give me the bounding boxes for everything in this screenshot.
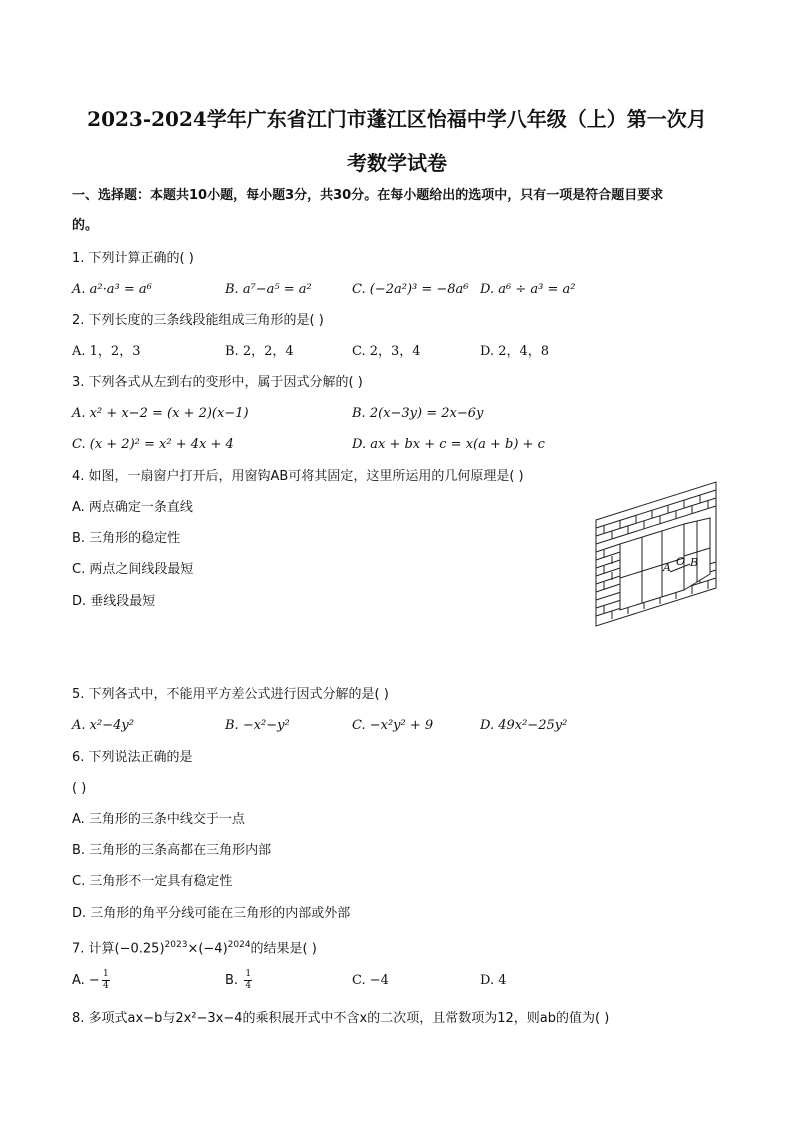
question-7-stem-mid: ×(−4) <box>187 941 228 957</box>
question-7-option-a-prefix: A. − <box>72 973 100 988</box>
question-3-option-b: B. 2(x−3y) = 2x−6y <box>352 406 484 421</box>
question-5-option-c: C. −x²y² + 9 <box>352 718 434 733</box>
question-7-option-a <box>72 970 110 991</box>
question-4-option-a: A. 两点确定一条直线 <box>72 500 193 515</box>
section-instructions: 一、选择题：本题共10小题，每小题3分，共30分。在每小题给出的选项中，只有一项是符合题目要求 <box>72 188 664 203</box>
question-8-stem: 8. 多项式ax−b与2x²−3x−4的乘积展开式中不含x的二次项，且常数项为12，则ab的值为( ) <box>72 1011 610 1026</box>
question-6-option-a: A. 三角形的三条中线交于一点 <box>72 812 245 827</box>
question-4-option-d: D. 垂线段最短 <box>72 594 156 609</box>
question-2-option-b: B. 2，2，4 <box>225 344 294 359</box>
question-2-option-a: A. 1，2，3 <box>72 344 141 359</box>
question-1-option-c: C. (−2a²)³ = −8a⁶ <box>352 282 469 297</box>
question-7-option-b-fraction <box>244 970 252 991</box>
question-5-stem: 5. 下列各式中，不能用平方差公式进行因式分解的是( ) <box>72 687 389 702</box>
figure-label-a: A <box>663 561 671 574</box>
question-5-option-a: A. x²−4y² <box>72 718 134 733</box>
question-6-option-d: D. 三角形的角平分线可能在三角形的内部或外部 <box>72 906 351 921</box>
question-3-option-d: D. ax + bx + c = x(a + b) + c <box>352 437 545 452</box>
question-6-option-c: C. 三角形不一定具有稳定性 <box>72 874 233 889</box>
question-5-option-d: D. 49x²−25y² <box>480 718 568 733</box>
question-1-option-b: B. a⁷−a⁵ = a² <box>225 282 312 297</box>
question-2-option-c: C. 2，3，4 <box>352 344 421 359</box>
question-6-stem: 6. 下列说法正确的是 <box>72 750 193 765</box>
question-3-option-a: A. x² + x−2 = (x + 2)(x−1) <box>72 406 249 421</box>
question-7-stem <box>72 937 317 957</box>
paper-title-line2: 考数学试卷 <box>347 151 447 175</box>
question-7-exponent-2: 2024 <box>227 940 251 950</box>
fraction-numerator: 1 <box>102 969 109 979</box>
question-7-option-c: C. −4 <box>352 973 389 988</box>
question-7-option-b <box>225 970 252 991</box>
question-1-stem: 1. 下列计算正确的( ) <box>72 251 194 266</box>
question-6-answer-paren: ( ) <box>72 781 87 796</box>
paper-title-line1: 2023-2024学年广东省江门市蓬江区怡福中学八年级（上）第一次月 <box>87 107 707 131</box>
question-7-stem-suffix: 的结果是( ) <box>250 941 317 957</box>
question-4-option-c: C. 两点之间线段最短 <box>72 562 194 577</box>
question-7-option-a-fraction <box>102 970 110 991</box>
fraction-denominator: 4 <box>102 981 109 991</box>
window-frame <box>620 524 684 610</box>
question-7-option-b-prefix: B. <box>225 973 243 988</box>
question-3-option-c: C. (x + 2)² = x² + 4x + 4 <box>72 437 234 452</box>
question-4-stem: 4. 如图，一扇窗户打开后，用窗钩AB可将其固定，这里所运用的几何原理是( ) <box>72 469 524 484</box>
question-4-option-b: B. 三角形的稳定性 <box>72 531 181 546</box>
figure-label-o: O <box>676 555 686 568</box>
question-3-stem: 3. 下列各式从左到右的变形中，属于因式分解的( ) <box>72 375 363 390</box>
fraction-denominator: 4 <box>245 981 252 991</box>
question-2-stem: 2. 下列长度的三条线段能组成三角形的是( ) <box>72 313 324 328</box>
question-7-exponent-1: 2023 <box>164 940 188 950</box>
fraction-numerator: 1 <box>245 969 252 979</box>
question-7-stem-prefix: 7. 计算(−0.25) <box>72 941 165 957</box>
figure-label-b: B <box>690 556 699 569</box>
question-5-option-b: B. −x²−y² <box>225 718 290 733</box>
section-instructions-cont: 的。 <box>72 218 99 233</box>
question-6-option-b: B. 三角形的三条高都在三角形内部 <box>72 843 272 858</box>
question-7-option-d: D. 4 <box>480 973 507 988</box>
question-2-option-d: D. 2，4，8 <box>480 344 550 359</box>
window-figure <box>590 480 722 628</box>
question-1-option-d: D. a⁶ ÷ a³ = a² <box>480 282 576 297</box>
question-1-option-a: A. a²·a³ = a⁶ <box>72 282 152 297</box>
